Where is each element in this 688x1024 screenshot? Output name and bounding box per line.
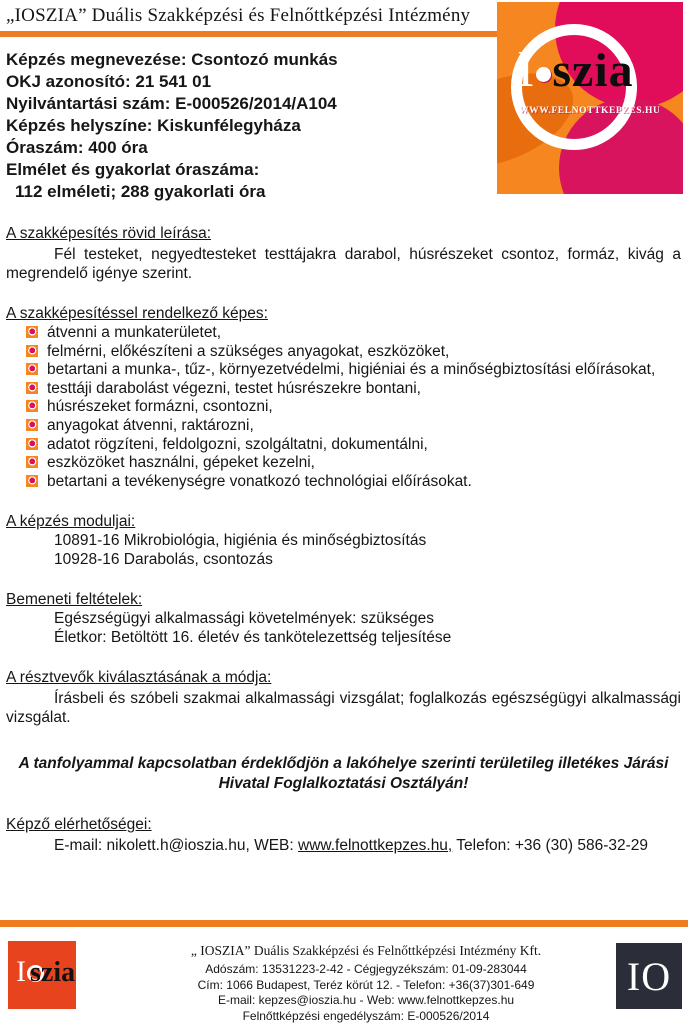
capability-item (6, 380, 681, 399)
footer-io-logo: IO (616, 943, 682, 1009)
logo-wordmark (517, 41, 677, 98)
capability-text: húsrészeket formázni, csontozni, (47, 398, 273, 416)
capability-text: átvenni a munkaterületet, (47, 324, 222, 341)
website-link[interactable]: www.felnottkepzes.hu, (298, 837, 453, 855)
ioszia-bullet-icon (26, 345, 38, 357)
footer-logo-letter-i: I (16, 955, 26, 988)
entry-requirement-item: Egészségügyi alkalmassági követelmények: szükséges (54, 610, 434, 628)
footer-email-line: E-mail: kepzes@ioszia.hu - Web: www.felnottkepzes.hu (217, 993, 515, 1007)
capability-item (6, 398, 681, 417)
capability-text: betartani a tevékenységre vonatkozó technológiai előírásokat. (47, 472, 472, 490)
footer-logo-letters-szia: szia (30, 957, 76, 988)
contact-suffix-text: Telefon: +36 (30) 586-32-29 (452, 837, 649, 855)
registration-number-line: Nyilvántartási szám: E-000526/2014/A104 (6, 94, 337, 113)
section-heading-modules: A képzés moduljai: (6, 513, 136, 531)
section-heading-contact: Képző elérhetőségei: (6, 816, 152, 834)
footer-divider (0, 920, 688, 927)
section-heading-short-description: A szakképesítés rövid leírása: (6, 225, 212, 242)
module-item: 10928-16 Darabolás, csontozás (54, 551, 273, 569)
ioszia-bullet-icon (26, 363, 38, 375)
capability-text: betartani a munka-, tűz-, környezetvédelmi, higiéniai és a minőségbiztosítási előírásokat, (47, 361, 656, 379)
capability-item (6, 473, 681, 492)
entry-requirements-list (6, 609, 681, 647)
course-name-line: Képzés megnevezése: Csontozó munkás (6, 50, 338, 69)
ioszia-bullet-icon (26, 419, 38, 431)
capability-text: eszközöket használni, gépeket kezelni, (47, 454, 315, 472)
page-title: „IOSZIA” Duális Szakképzési és Felnőttképzési Intézmény (6, 5, 471, 26)
contact-line (6, 836, 681, 855)
entry-requirement-item: Életkor: Betöltött 16. életév és tankötelezettség teljesítése (54, 629, 452, 647)
capability-item (6, 361, 681, 380)
capability-text: anyagokat átvenni, raktározni, (47, 416, 254, 434)
section-heading-entry-requirements: Bemeneti feltételek: (6, 591, 143, 609)
modules-list (6, 531, 681, 569)
short-description-paragraph: Fél testeket, negyedtesteket testtájakra darabol, húsrészeket csontoz, formáz, kivág a megrendelő igénye szerint. (6, 246, 681, 282)
theory-practice-label-line: Elmélet és gyakorlat óraszáma: (6, 160, 260, 179)
okj-id-line: OKJ azonosító: 21 541 01 (6, 72, 212, 91)
selection-paragraph: Írásbeli és szóbeli szakmai alkalmassági vizsgálat; foglalkozás egészségügyi alkalmassági vizsgálat. (6, 690, 681, 727)
ioszia-bullet-icon (26, 475, 38, 487)
document-body (6, 224, 681, 855)
section-heading-capabilities: A szakképesítéssel rendelkező képes: (6, 305, 268, 322)
capability-item (6, 454, 681, 473)
footer-address-line: Cím: 1066 Budapest, Teréz körút 12. - Telefon: +36(37)301-649 (197, 977, 535, 992)
logo-website-text: WWW.FELNOTTKEPZES.HU (519, 106, 661, 116)
capability-text: adatot rögzíteni, feldolgozni, szolgáltatni, dokumentálni, (47, 435, 428, 453)
capability-item (6, 343, 681, 362)
footer-tax-line: Adószám: 13531223-2-42 - Cégjegyzékszám: 01-09-283044 (205, 962, 527, 976)
capability-text: testtáji darabolást végezni, testet húsrészekre bontani, (47, 379, 421, 397)
capabilities-list (6, 324, 681, 491)
job-center-notice: A tanfolyammal kapcsolatban érdeklődjön a lakóhelye szerinti területileg illetékes Járási Hivatal Foglalkoztatási Osztályán! (18, 755, 669, 793)
footer-logo-wordmark (16, 957, 75, 987)
header-divider (0, 31, 498, 37)
footer-permit-line: Felnőttképzési engedélyszám: E-000526/2014 (242, 1008, 490, 1023)
logo-o-dot-icon (536, 67, 551, 82)
page-footer (0, 920, 688, 1024)
footer-company-info (116, 941, 616, 1024)
capability-item (6, 324, 681, 343)
section-heading-selection: A résztvevők kiválasztásának a módja: (6, 669, 272, 687)
logo-letters-szia: szia (552, 44, 634, 97)
ioszia-bullet-icon (26, 326, 38, 338)
contact-prefix-text: E-mail: nikolett.h@ioszia.hu, WEB: (54, 837, 299, 855)
hours-line: Óraszám: 400 óra (6, 138, 148, 157)
footer-ioszia-logo (8, 941, 116, 1011)
logo-letter-i: I (517, 41, 535, 98)
location-line: Képzés helyszíne: Kiskunfélegyháza (6, 116, 301, 135)
footer-company-name: „ IOSZIA” Duális Szakképzési és Felnőttképzési Intézmény Kft. (190, 943, 542, 958)
ioszia-bullet-icon (26, 438, 38, 450)
ioszia-bullet-icon (26, 400, 38, 412)
theory-practice-hours-line: 112 elméleti; 288 gyakorlati óra (15, 182, 266, 201)
module-item: 10891-16 Mikrobiológia, higiénia és minőségbiztosítás (54, 532, 427, 550)
ioszia-bullet-icon (26, 456, 38, 468)
capability-item (6, 436, 681, 455)
capability-text: felmérni, előkészíteni a szükséges anyagokat, eszközöket, (47, 342, 450, 360)
ioszia-bullet-icon (26, 382, 38, 394)
ioszia-logo (497, 2, 683, 194)
capability-item (6, 417, 681, 436)
